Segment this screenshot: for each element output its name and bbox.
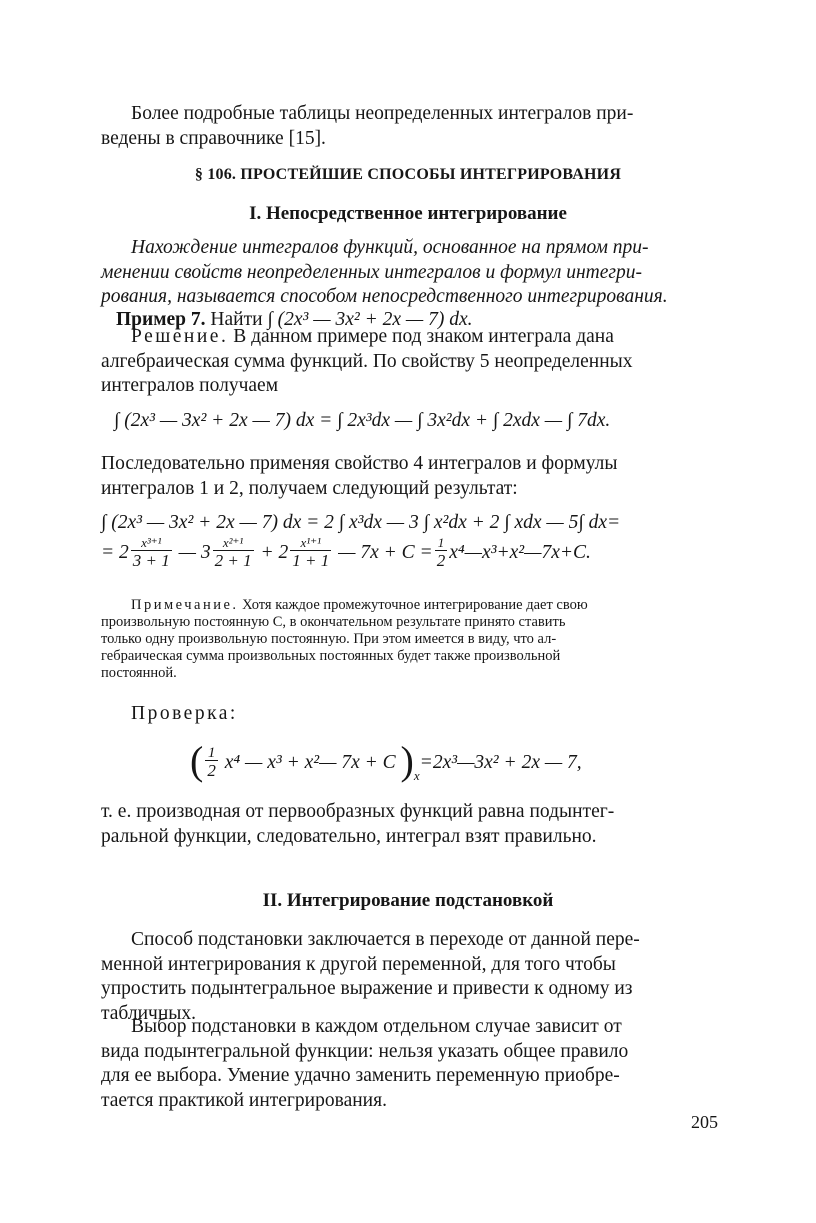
solution-label: Решение.	[131, 326, 229, 347]
formula-term: = 2	[101, 541, 129, 563]
fraction-numerator: 1	[207, 745, 216, 762]
formula-term: — 7x + C =	[338, 541, 433, 563]
right-paren-glyph: )	[400, 738, 414, 783]
subsection-title-substitution: II. Интегрирование подстановкой	[262, 890, 554, 911]
fraction	[131, 536, 172, 571]
solution-line: алгебраическая сумма функций. По свойству 5 неопределенных	[101, 350, 633, 372]
formula-term: — 3	[178, 541, 211, 563]
example-task-expression: ∫ (2x³ — 3x² + 2x — 7) dx.	[267, 309, 473, 330]
fraction	[205, 746, 218, 781]
definition-line: рования, называется способом непосредственного интегрирования.	[101, 286, 668, 307]
example-label: Пример 7.	[116, 309, 206, 330]
conclusion-line: т. е. производная от первообразных функций равна подынтег-	[101, 801, 615, 822]
definition-paragraph	[101, 236, 715, 310]
fraction-denominator: 2	[436, 551, 446, 570]
subsection-title-direct: I. Непосредственное интегрирование	[249, 203, 567, 224]
fraction-numerator: x¹⁺¹	[300, 535, 321, 550]
example-task-word: Найти	[210, 309, 263, 330]
note-paragraph	[101, 597, 715, 682]
conclusion-paragraph	[101, 800, 715, 849]
solution-paragraph	[101, 325, 715, 399]
check-formula	[190, 737, 582, 784]
solution-line: В данном примере под знаком интеграла дана	[233, 326, 614, 347]
section-title: § 106. ПРОСТЕЙШИЕ СПОСОБЫ ИНТЕГРИРОВАНИЯ	[194, 166, 622, 183]
paragraph-line: для ее выбора. Умение удачно заменить переменную приобре-	[101, 1065, 620, 1086]
note-line: гебраическая сумма произвольных постоянных будет также произвольной	[101, 648, 561, 664]
fraction	[290, 536, 331, 571]
properties-paragraph	[101, 452, 715, 501]
derivative-subscript: x	[413, 768, 420, 783]
properties-line: Последовательно применяя свойство 4 интегралов и формулы	[101, 453, 618, 474]
paragraph-line: упростить подынтегральное выражение и привести к одному из	[101, 978, 633, 999]
definition-line: Нахождение интегралов функций, основанное на прямом при-	[131, 237, 649, 258]
formula-term: x⁴ — x³ + x²— 7x + C	[224, 752, 396, 773]
page-number: 205	[691, 1112, 718, 1132]
formula-term: =2x³—3x² + 2x — 7,	[419, 752, 582, 773]
definition-line: менении свойств неопределенных интегралов и формул интегри-	[101, 261, 642, 283]
formula-integral-expansion: ∫ (2x³ — 3x² + 2x — 7) dx = ∫ 2x³dx — ∫ 3x²dx + ∫ 2xdx — ∫ 7dx.	[114, 410, 611, 431]
left-paren-glyph: (	[190, 738, 204, 783]
fraction-numerator: x²⁺¹	[222, 535, 244, 550]
fraction-denominator: 2 + 1	[214, 551, 252, 570]
intro-paragraph	[101, 102, 715, 151]
formula-result-line1: ∫ (2x³ — 3x² + 2x — 7) dx = 2 ∫ x³dx — 3 ∫ x²dx + 2 ∫ xdx — 5∫ dx=	[101, 512, 621, 533]
paragraph-line: Способ подстановки заключается в переходе от данной пере-	[131, 929, 640, 950]
solution-line: интегралов получаем	[101, 375, 279, 396]
paragraph-line: вида подынтегральной функции: нельзя указать общее правило	[101, 1040, 629, 1062]
substitution-paragraph-1	[101, 928, 715, 1026]
formula-term: x⁴—x³+x²—7x+C.	[449, 541, 591, 563]
note-line: произвольную постоянную C, в окончательном результате принято ставить	[101, 614, 566, 630]
fraction-numerator: x³⁺¹	[141, 535, 162, 550]
note-line: только одну произвольную постоянную. При этом имеется в виду, что ал-	[101, 631, 557, 647]
conclusion-line: ральной функции, следовательно, интеграл взят правильно.	[101, 825, 597, 847]
paragraph-line: тается практикой интегрирования.	[101, 1089, 387, 1111]
fraction-numerator: 1	[437, 535, 445, 550]
note-label: Примечание.	[131, 597, 239, 613]
formula-result-line2	[101, 536, 591, 571]
properties-line: интегралов 1 и 2, получаем следующий результат:	[101, 477, 518, 499]
substitution-paragraph-2	[101, 1015, 715, 1113]
fraction	[435, 536, 448, 571]
formula-term: + 2	[260, 541, 289, 563]
paragraph-line: менной интегрирования к другой переменной, для того чтобы	[101, 953, 616, 975]
fraction-denominator: 3 + 1	[132, 551, 170, 570]
fraction-denominator: 2	[207, 761, 216, 781]
fraction	[213, 536, 254, 571]
intro-line: Более подробные таблицы неопределенных интегралов при-	[131, 103, 634, 124]
fraction-denominator: 1 + 1	[292, 551, 330, 570]
check-label: Проверка:	[131, 703, 238, 724]
intro-line: ведены в справочнике [15].	[101, 127, 326, 149]
note-line: Хотя каждое промежуточное интегрирование дает свою	[242, 597, 588, 613]
note-line: постоянной.	[101, 665, 177, 681]
paragraph-line: Выбор подстановки в каждом отдельном случае зависит от	[131, 1016, 622, 1037]
paragraph-line: табличных.	[101, 1002, 196, 1024]
